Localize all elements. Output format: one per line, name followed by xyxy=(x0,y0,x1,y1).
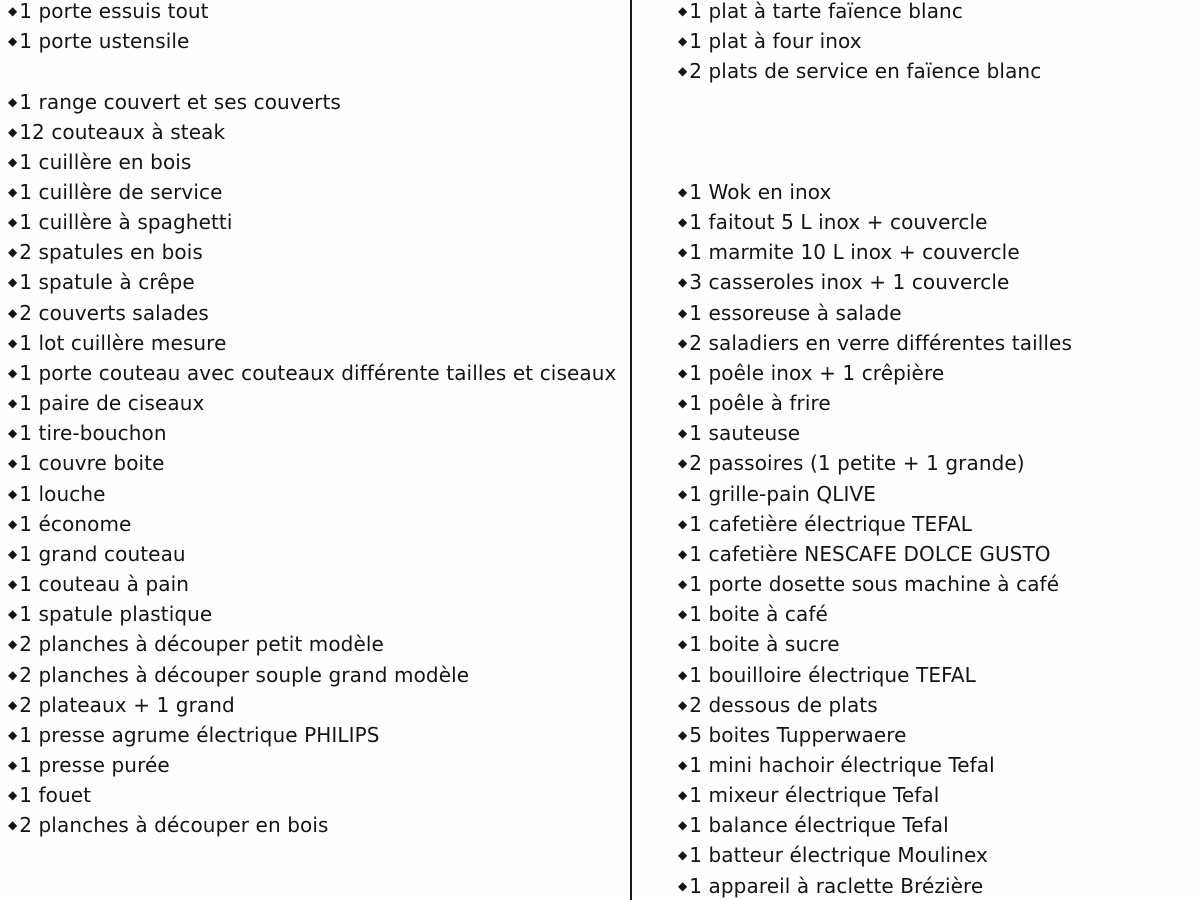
list-item xyxy=(678,388,1194,418)
item-text: 1 porte couteau avec couteaux différente tailles et ciseaux xyxy=(19,360,617,385)
diamond-bullet-icon: ◆ xyxy=(678,185,688,200)
diamond-bullet-icon: ◆ xyxy=(8,215,18,230)
diamond-bullet-icon: ◆ xyxy=(678,365,688,380)
list-item xyxy=(8,0,624,26)
item-text: 1 grand couteau xyxy=(19,541,186,566)
list-item xyxy=(8,147,624,177)
diamond-bullet-icon: ◆ xyxy=(8,546,18,561)
blank-row xyxy=(678,86,1194,116)
item-text: 1 range couvert et ses couverts xyxy=(19,89,341,114)
item-text: 1 cuillère à spaghetti xyxy=(19,210,233,235)
list-item xyxy=(678,780,1194,810)
diamond-bullet-icon: ◆ xyxy=(678,486,688,501)
item-text: 1 presse purée xyxy=(19,752,170,777)
list-item xyxy=(8,629,624,659)
diamond-bullet-icon: ◆ xyxy=(678,4,688,19)
diamond-bullet-icon: ◆ xyxy=(8,426,18,441)
item-text: 1 porte dosette sous machine à café xyxy=(689,572,1060,597)
item-text: 1 lot cuillère mesure xyxy=(19,330,227,355)
list-item xyxy=(8,659,624,689)
item-text: 2 passoires (1 petite + 1 grande) xyxy=(689,451,1025,476)
list-item xyxy=(678,418,1194,448)
item-text: 1 marmite 10 L inox + couvercle xyxy=(689,240,1020,265)
item-text: 1 sauteuse xyxy=(689,421,801,446)
list-item xyxy=(678,569,1194,599)
diamond-bullet-icon: ◆ xyxy=(678,275,688,290)
list-item xyxy=(8,690,624,720)
diamond-bullet-icon: ◆ xyxy=(678,878,688,893)
list-item xyxy=(678,328,1194,358)
item-text: 2 saladiers en verre différentes tailles xyxy=(689,330,1072,355)
diamond-bullet-icon: ◆ xyxy=(678,697,688,712)
item-text: 1 cafetière électrique TEFAL xyxy=(689,511,973,536)
diamond-bullet-icon: ◆ xyxy=(678,757,688,772)
list-item xyxy=(678,207,1194,237)
list-item xyxy=(8,388,624,418)
diamond-bullet-icon: ◆ xyxy=(678,456,688,471)
list-item xyxy=(8,479,624,509)
list-item xyxy=(8,750,624,780)
item-text: 2 planches à découper souple grand modèle xyxy=(19,662,470,687)
list-item xyxy=(8,810,624,840)
list-item xyxy=(8,569,624,599)
diamond-bullet-icon: ◆ xyxy=(678,577,688,592)
list-item xyxy=(678,177,1194,207)
item-text: 1 poêle à frire xyxy=(689,391,831,416)
list-item xyxy=(678,750,1194,780)
blank-row xyxy=(8,840,624,870)
diamond-bullet-icon: ◆ xyxy=(678,34,688,49)
list-item xyxy=(8,539,624,569)
item-text: 1 grille-pain QLIVE xyxy=(689,481,876,506)
list-item xyxy=(8,86,624,116)
diamond-bullet-icon: ◆ xyxy=(678,516,688,531)
item-text: 2 couverts salades xyxy=(19,300,209,325)
diamond-bullet-icon: ◆ xyxy=(8,365,18,380)
item-text: 1 Wok en inox xyxy=(689,180,832,205)
left-column xyxy=(8,0,624,900)
list-item xyxy=(8,267,624,297)
blank-row xyxy=(8,871,624,900)
blank-row xyxy=(8,56,624,86)
diamond-bullet-icon: ◆ xyxy=(8,486,18,501)
item-text: 1 cafetière NESCAFE DOLCE GUSTO xyxy=(689,541,1051,566)
diamond-bullet-icon: ◆ xyxy=(678,396,688,411)
diamond-bullet-icon: ◆ xyxy=(678,818,688,833)
diamond-bullet-icon: ◆ xyxy=(8,516,18,531)
diamond-bullet-icon: ◆ xyxy=(8,396,18,411)
diamond-bullet-icon: ◆ xyxy=(8,577,18,592)
list-item xyxy=(678,358,1194,388)
item-text: 2 spatules en bois xyxy=(19,240,203,265)
diamond-bullet-icon: ◆ xyxy=(8,4,18,19)
list-item xyxy=(678,629,1194,659)
item-text: 1 presse agrume électrique PHILIPS xyxy=(19,722,380,747)
item-text: 1 plat à four inox xyxy=(689,29,862,54)
list-item xyxy=(8,328,624,358)
diamond-bullet-icon: ◆ xyxy=(678,215,688,230)
item-text: 1 boite à café xyxy=(689,602,828,627)
diamond-bullet-icon: ◆ xyxy=(8,305,18,320)
blank-row xyxy=(678,147,1194,177)
diamond-bullet-icon: ◆ xyxy=(678,426,688,441)
list-item xyxy=(8,599,624,629)
item-text: 1 essoreuse à salade xyxy=(689,300,902,325)
diamond-bullet-icon: ◆ xyxy=(8,697,18,712)
list-item xyxy=(678,810,1194,840)
blank-row xyxy=(678,117,1194,147)
list-item xyxy=(8,237,624,267)
item-text: 1 spatule à crêpe xyxy=(19,270,195,295)
list-item xyxy=(8,177,624,207)
item-text: 1 couvre boite xyxy=(19,451,165,476)
diamond-bullet-icon: ◆ xyxy=(8,667,18,682)
list-item xyxy=(678,659,1194,689)
right-column xyxy=(678,0,1194,900)
diamond-bullet-icon: ◆ xyxy=(8,637,18,652)
diamond-bullet-icon: ◆ xyxy=(8,185,18,200)
diamond-bullet-icon: ◆ xyxy=(8,456,18,471)
diamond-bullet-icon: ◆ xyxy=(678,335,688,350)
list-item xyxy=(8,448,624,478)
item-text: 1 batteur électrique Moulinex xyxy=(689,843,988,868)
list-item xyxy=(678,298,1194,328)
diamond-bullet-icon: ◆ xyxy=(678,305,688,320)
diamond-bullet-icon: ◆ xyxy=(678,788,688,803)
diamond-bullet-icon: ◆ xyxy=(8,34,18,49)
item-text: 1 louche xyxy=(19,481,106,506)
diamond-bullet-icon: ◆ xyxy=(8,335,18,350)
diamond-bullet-icon: ◆ xyxy=(678,607,688,622)
item-text: 1 paire de ciseaux xyxy=(19,391,205,416)
item-text: 1 faitout 5 L inox + couvercle xyxy=(689,210,988,235)
item-text: 1 boite à sucre xyxy=(689,632,840,657)
diamond-bullet-icon: ◆ xyxy=(8,727,18,742)
list-item xyxy=(8,509,624,539)
item-text: 1 bouilloire électrique TEFAL xyxy=(689,662,976,687)
item-text: 1 porte ustensile xyxy=(19,29,190,54)
diamond-bullet-icon: ◆ xyxy=(678,637,688,652)
item-text: 1 appareil à raclette Brézière xyxy=(689,873,984,898)
diamond-bullet-icon: ◆ xyxy=(678,64,688,79)
diamond-bullet-icon: ◆ xyxy=(678,848,688,863)
list-item xyxy=(8,780,624,810)
item-text: 1 balance électrique Tefal xyxy=(689,813,949,838)
list-item xyxy=(8,358,624,388)
diamond-bullet-icon: ◆ xyxy=(8,818,18,833)
item-text: 1 spatule plastique xyxy=(19,602,213,627)
item-text: 2 planches à découper petit modèle xyxy=(19,632,384,657)
list-item xyxy=(8,26,624,56)
list-item xyxy=(678,26,1194,56)
diamond-bullet-icon: ◆ xyxy=(678,245,688,260)
list-item xyxy=(8,207,624,237)
diamond-bullet-icon: ◆ xyxy=(8,94,18,109)
diamond-bullet-icon: ◆ xyxy=(678,546,688,561)
item-text: 1 cuillère en bois xyxy=(19,149,192,174)
list-item xyxy=(678,237,1194,267)
item-text: 2 plats de service en faïence blanc xyxy=(689,59,1042,84)
list-item xyxy=(678,0,1194,26)
item-text: 1 porte essuis tout xyxy=(19,0,209,24)
list-item xyxy=(678,479,1194,509)
diamond-bullet-icon: ◆ xyxy=(8,245,18,260)
diamond-bullet-icon: ◆ xyxy=(8,607,18,622)
item-text: 1 fouet xyxy=(19,783,92,808)
list-item xyxy=(678,509,1194,539)
list-item xyxy=(678,871,1194,900)
item-text: 1 économe xyxy=(19,511,132,536)
diamond-bullet-icon: ◆ xyxy=(678,667,688,682)
list-item xyxy=(8,117,624,147)
item-text: 1 tire-bouchon xyxy=(19,421,167,446)
list-item xyxy=(678,840,1194,870)
list-item xyxy=(678,56,1194,86)
diamond-bullet-icon: ◆ xyxy=(8,124,18,139)
item-text: 2 planches à découper en bois xyxy=(19,813,329,838)
item-text: 2 dessous de plats xyxy=(689,692,878,717)
list-item xyxy=(678,599,1194,629)
item-text: 1 plat à tarte faïence blanc xyxy=(689,0,963,24)
item-text: 12 couteaux à steak xyxy=(19,119,226,144)
list-item xyxy=(8,418,624,448)
diamond-bullet-icon: ◆ xyxy=(8,154,18,169)
item-text: 5 boites Tupperwaere xyxy=(689,722,907,747)
item-text: 1 cuillère de service xyxy=(19,180,223,205)
diamond-bullet-icon: ◆ xyxy=(8,788,18,803)
list-item xyxy=(678,539,1194,569)
diamond-bullet-icon: ◆ xyxy=(678,727,688,742)
list-item xyxy=(678,690,1194,720)
list-item xyxy=(678,720,1194,750)
list-item xyxy=(8,298,624,328)
diamond-bullet-icon: ◆ xyxy=(8,757,18,772)
item-text: 1 poêle inox + 1 crêpière xyxy=(689,360,945,385)
list-item xyxy=(678,448,1194,478)
list-item xyxy=(678,267,1194,297)
column-divider xyxy=(630,0,632,900)
item-text: 2 plateaux + 1 grand xyxy=(19,692,235,717)
diamond-bullet-icon: ◆ xyxy=(8,275,18,290)
item-text: 1 mixeur électrique Tefal xyxy=(689,783,940,808)
item-text: 1 couteau à pain xyxy=(19,572,190,597)
item-text: 1 mini hachoir électrique Tefal xyxy=(689,752,995,777)
item-text: 3 casseroles inox + 1 couvercle xyxy=(689,270,1010,295)
list-item xyxy=(8,720,624,750)
